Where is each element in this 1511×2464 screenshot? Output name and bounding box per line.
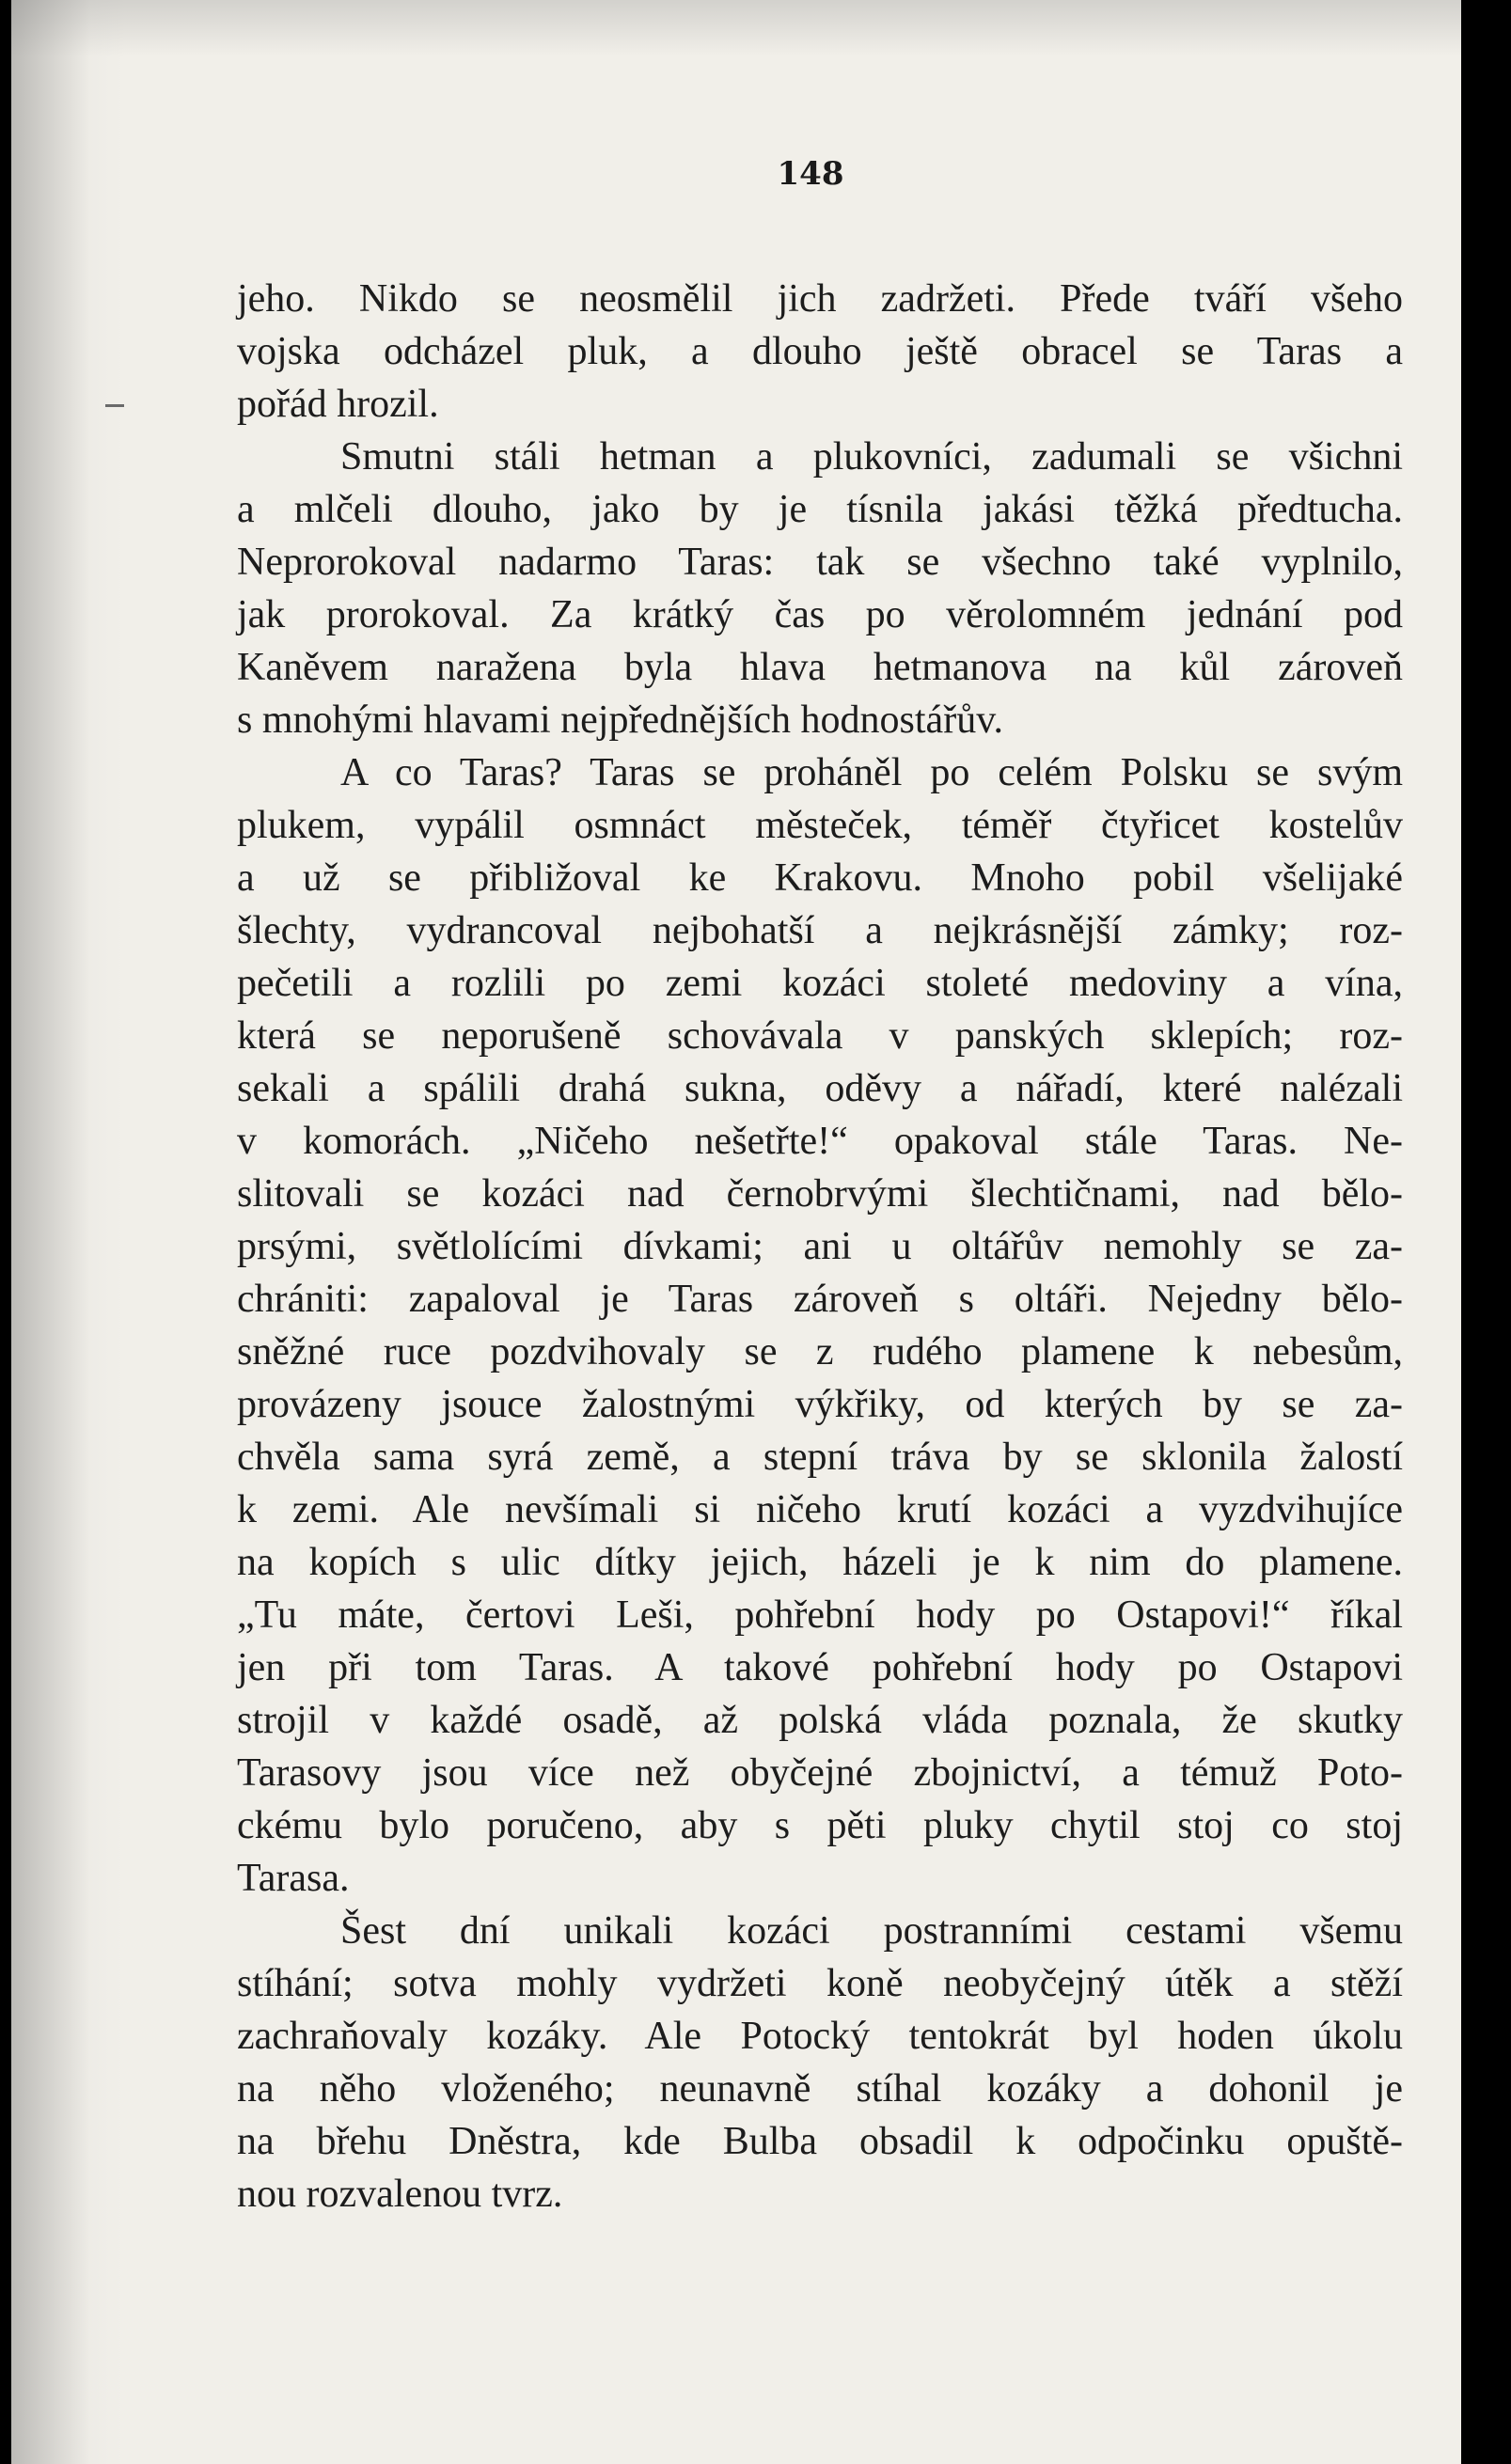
text-line: na něho vloženého; neunavně stíhal kozáky a dohonil je — [237, 2067, 1403, 2111]
scan-border — [1461, 0, 1486, 2464]
text-line: slitovali se kozáci nad černobrvými šlechtičnami, nad bělo- — [237, 1172, 1403, 1216]
page-gutter-shadow — [11, 0, 124, 2464]
margin-mark — [105, 404, 124, 407]
text-line: a mlčeli dlouho, jako by je tísnila jakási těžká předtucha. — [237, 488, 1403, 531]
text-line: provázeny jsouce žalostnými výkřiky, od kterých by se za- — [237, 1383, 1403, 1426]
text-line: jeho. Nikdo se neosmělil jich zadržeti. Přede tváří všeho — [237, 277, 1403, 321]
text-line: šlechty, vydrancoval nejbohatší a nejkrásnější zámky; roz- — [237, 909, 1403, 952]
text-line: k zemi. Ale nevšímali si ničeho krutí kozáci a vyzdvihujíce — [237, 1488, 1403, 1531]
text-line: pořád hrozil. — [237, 383, 439, 426]
text-line: strojil v každé osadě, až polská vláda poznala, že skutky — [237, 1699, 1403, 1742]
text-line: plukem, vypálil osmnáct městeček, téměř čtyřicet kostelův — [237, 804, 1403, 847]
text-line: jak prorokoval. Za krátký čas po věrolomném jednání pod — [237, 593, 1403, 636]
text-line: Šest dní unikali kozáci postranními cestami všemu — [340, 1909, 1403, 1953]
text-line: vojska odcházel pluk, a dlouho ještě obracel se Taras a — [237, 330, 1403, 373]
book-page — [11, 0, 1486, 2464]
text-line: s mnohými hlavami nejpřednějších hodnostářův. — [237, 698, 1003, 742]
text-line: Tarasovy jsou více než obyčejné zbojnictví, a témuž Poto- — [237, 1751, 1403, 1795]
text-line: nou rozvalenou tvrz. — [237, 2173, 563, 2216]
body-text — [237, 273, 1403, 2221]
text-line: sekali a spálili drahá sukna, oděvy a nářadí, které nalézali — [237, 1067, 1403, 1110]
text-line: pečetili a rozlili po zemi kozáci stoleté medoviny a vína, — [237, 962, 1403, 1005]
text-line: která se neporušeně schovávala v panských sklepích; roz- — [237, 1014, 1403, 1058]
text-line: na břehu Dněstra, kde Bulba obsadil k odpočinku opuště- — [237, 2120, 1403, 2163]
text-line: Tarasa. — [237, 1857, 350, 1900]
text-line: jen při tom Taras. A takové pohřební hody po Ostapovi — [237, 1646, 1403, 1689]
text-line: chvěla sama syrá země, a stepní tráva by se sklonila žalostí — [237, 1436, 1403, 1479]
text-line: v komorách. „Ničeho nešetřte!“ opakoval stále Taras. Ne- — [237, 1120, 1403, 1163]
text-line: „Tu máte, čertovi Leši, pohřební hody po Ostapovi!“ říkal — [237, 1593, 1403, 1637]
text-line: zachraňovaly kozáky. Ale Potocký tentokrát byl hoden úkolu — [237, 2015, 1403, 2058]
text-line: sněžné ruce pozdvihovaly se z rudého plamene k nebesům, — [237, 1330, 1403, 1373]
page-number: 148 — [777, 155, 844, 193]
text-line: chrániti: zapaloval je Taras zároveň s oltáři. Nejedny bělo- — [237, 1278, 1403, 1321]
page-top-shadow — [11, 0, 1486, 56]
text-line: Neprorokoval nadarmo Taras: tak se všechno také vyplnilo, — [237, 541, 1403, 584]
text-line: stíhání; sotva mohly vydržeti koně neobyčejný útěk a stěží — [237, 1962, 1403, 2005]
text-line: Kaněvem naražena byla hlava hetmanova na kůl zároveň — [237, 646, 1403, 689]
text-line: prsými, světlolícími dívkami; ani u oltářův nemohly se za- — [237, 1225, 1403, 1268]
text-line: a už se přibližoval ke Krakovu. Mnoho pobil všelijaké — [237, 856, 1403, 900]
text-line: Smutni stáli hetman a plukovníci, zadumali se všichni — [340, 435, 1403, 479]
text-line: A co Taras? Taras se proháněl po celém Polsku se svým — [340, 751, 1403, 794]
text-line: ckému bylo poručeno, aby s pěti pluky chytil stoj co stoj — [237, 1804, 1403, 1847]
text-line: na kopích s ulic dítky jejich, házeli je k nim do plamene. — [237, 1541, 1403, 1584]
